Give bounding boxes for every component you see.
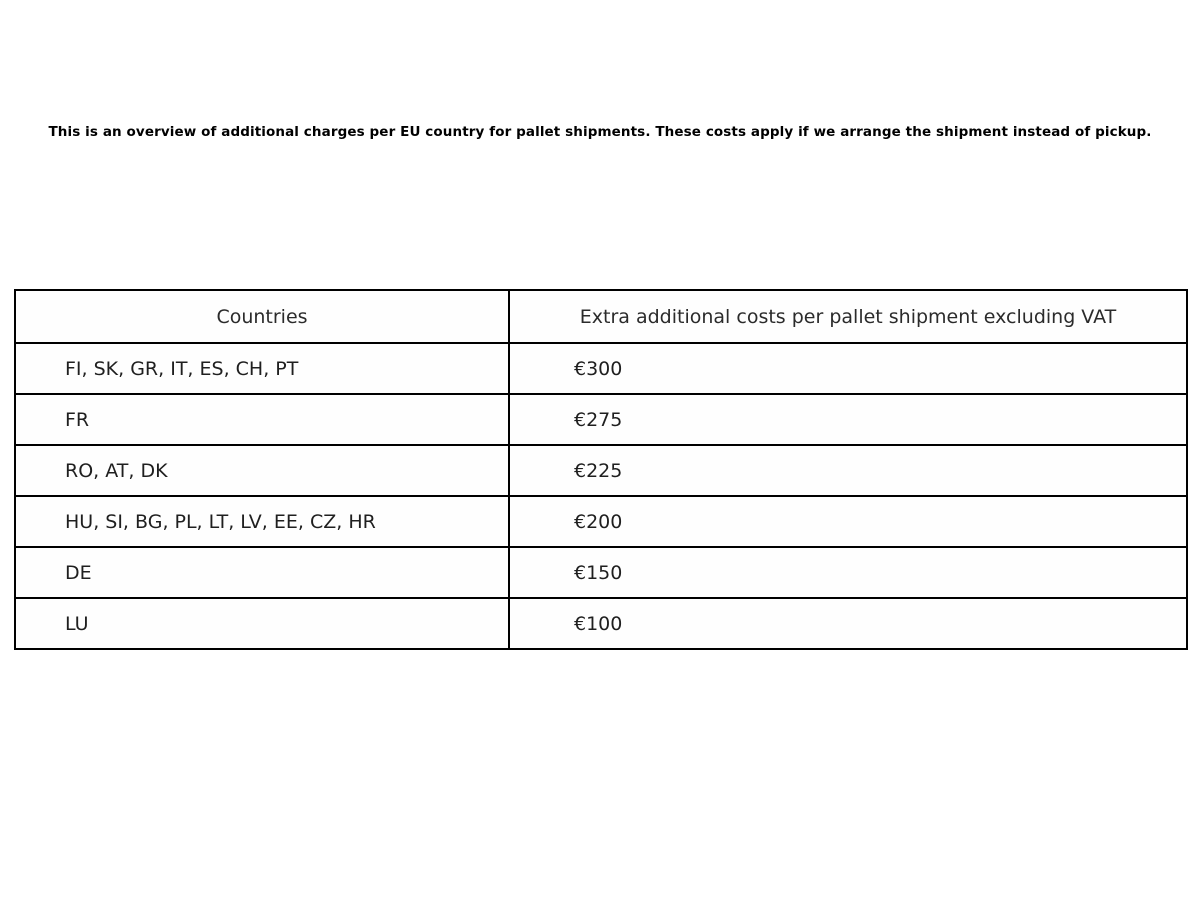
countries-cell: FI, SK, GR, IT, ES, CH, PT	[15, 343, 509, 394]
intro-text: This is an overview of additional charges per EU country for pallet shipments. These costs apply if we arrange the shipment instead of pickup.	[48, 124, 1152, 140]
table-body	[15, 343, 1187, 649]
table-header-row	[15, 290, 1187, 343]
cost-cell: €200	[509, 496, 1187, 547]
table-row	[15, 394, 1187, 445]
cost-cell: €225	[509, 445, 1187, 496]
cost-cell: €100	[509, 598, 1187, 649]
cost-cell: €150	[509, 547, 1187, 598]
countries-cell: RO, AT, DK	[15, 445, 509, 496]
countries-cell: FR	[15, 394, 509, 445]
table-row	[15, 547, 1187, 598]
countries-cell: DE	[15, 547, 509, 598]
countries-cell: LU	[15, 598, 509, 649]
table-row	[15, 445, 1187, 496]
header-countries: Countries	[15, 290, 509, 343]
table-row	[15, 496, 1187, 547]
cost-cell: €275	[509, 394, 1187, 445]
table-row	[15, 343, 1187, 394]
charges-table	[14, 289, 1188, 650]
table-row	[15, 598, 1187, 649]
countries-cell: HU, SI, BG, PL, LT, LV, EE, CZ, HR	[15, 496, 509, 547]
header-extra-costs: Extra additional costs per pallet shipment excluding VAT	[509, 290, 1187, 343]
cost-cell: €300	[509, 343, 1187, 394]
